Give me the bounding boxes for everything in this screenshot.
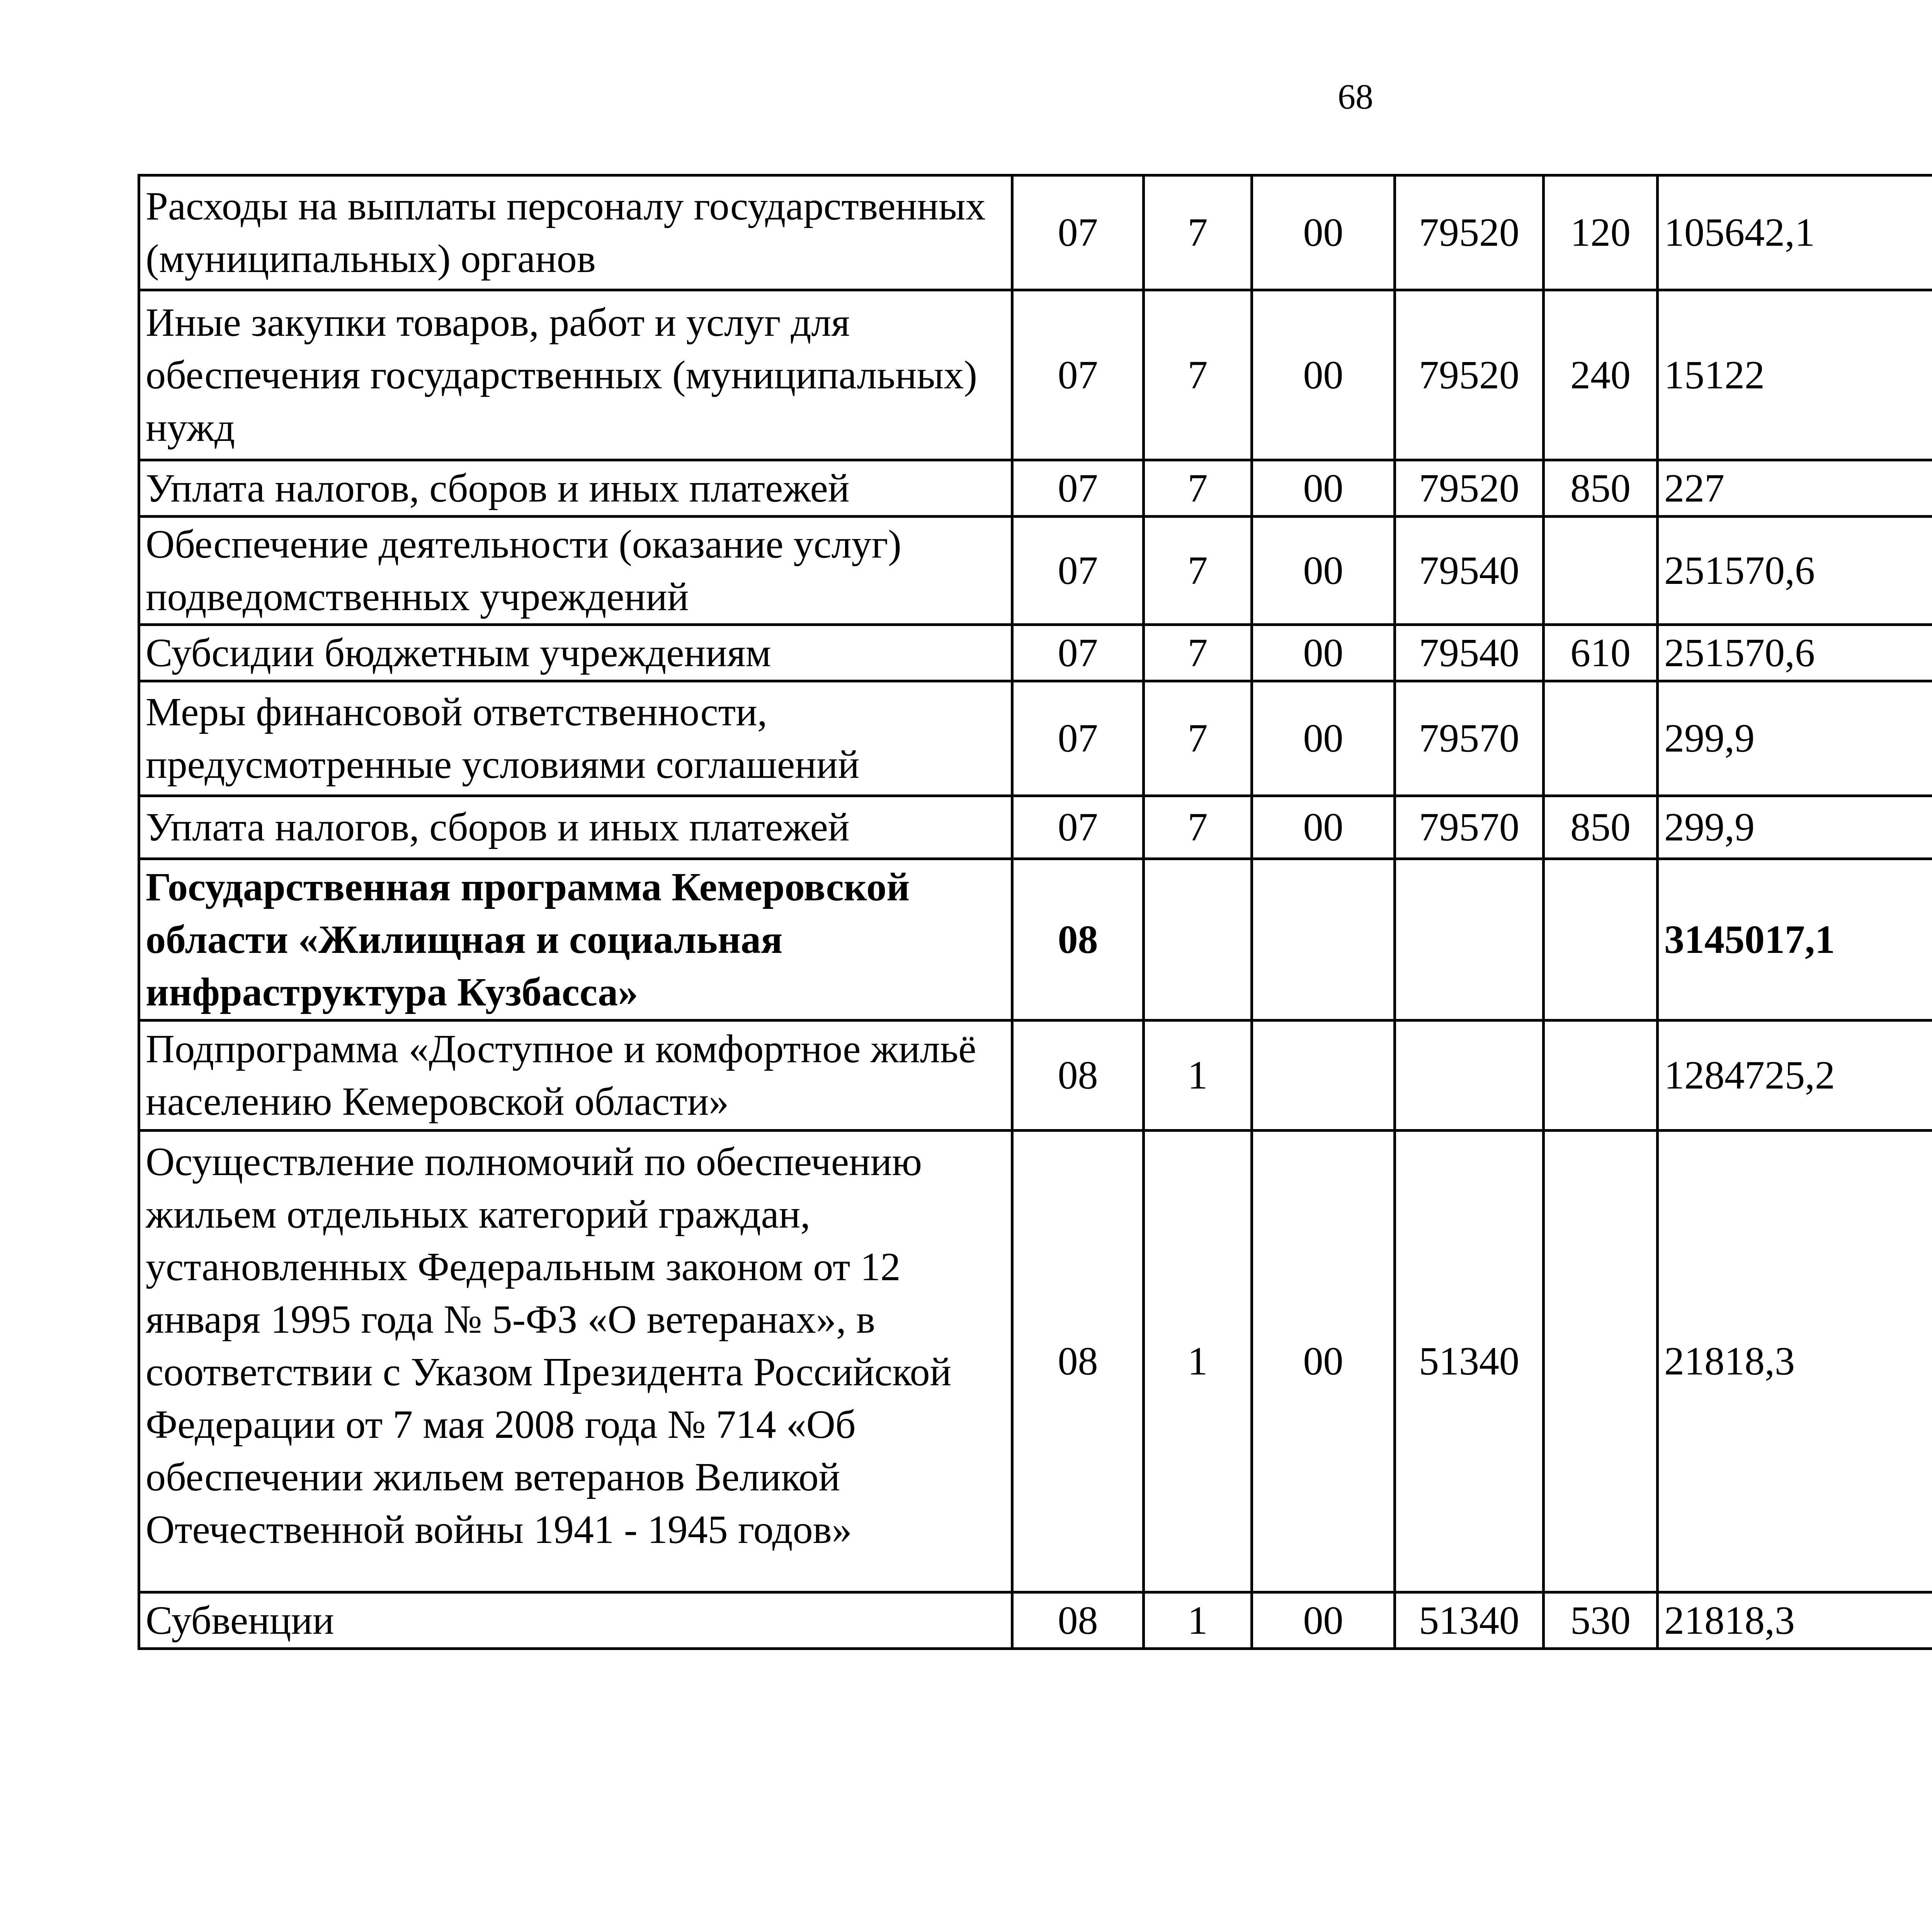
code-direction: 79570 xyxy=(1395,796,1544,859)
row-name: Обеспечение деятельности (оказание услуг) подведомственных учреждений xyxy=(139,517,1012,625)
table-row xyxy=(139,625,1932,681)
code-program: 07 xyxy=(1012,625,1144,681)
code-subprogram xyxy=(1144,859,1252,1021)
row-name: Меры финансовой ответственности, предусмотренные условиями соглашений xyxy=(139,681,1012,796)
code-expense-type xyxy=(1544,859,1658,1021)
code-main-activity: 00 xyxy=(1252,290,1395,460)
code-main-activity: 00 xyxy=(1252,796,1395,859)
code-program: 07 xyxy=(1012,460,1144,517)
amount-year-1: 299,9 xyxy=(1658,796,1932,859)
table-row xyxy=(139,517,1932,625)
table-row xyxy=(139,1592,1932,1649)
amount-year-1: 15122 xyxy=(1658,290,1932,460)
code-subprogram: 7 xyxy=(1144,290,1252,460)
code-subprogram: 7 xyxy=(1144,517,1252,625)
code-main-activity: 00 xyxy=(1252,517,1395,625)
row-name: Осуществление полномочий по обеспечению жильем отдельных категорий граждан, установленных Федеральным законом от 12 января 1995 года № 5-ФЗ «О ветеранах», в соответствии с Указом Президента Российской Федерации от 7 мая 2008 года № 714 «Об обеспечении жильем ветеранов Великой Отечественной войны 1941 - 1945 годов» xyxy=(139,1131,1012,1592)
code-subprogram: 7 xyxy=(1144,796,1252,859)
amount-year-1: 299,9 xyxy=(1658,681,1932,796)
row-name: Государственная программа Кемеровской области «Жилищная и социальная инфраструктура Кузбасса» xyxy=(139,859,1012,1021)
code-main-activity: 00 xyxy=(1252,175,1395,290)
code-main-activity xyxy=(1252,859,1395,1021)
code-direction: 79520 xyxy=(1395,290,1544,460)
code-main-activity: 00 xyxy=(1252,625,1395,681)
code-expense-type: 240 xyxy=(1544,290,1658,460)
code-subprogram: 7 xyxy=(1144,625,1252,681)
row-name: Субвенции xyxy=(139,1592,1012,1649)
row-name: Уплата налогов, сборов и иных платежей xyxy=(139,460,1012,517)
code-subprogram: 1 xyxy=(1144,1592,1252,1649)
amount-year-1: 105642,1 xyxy=(1658,175,1932,290)
code-direction: 51340 xyxy=(1395,1131,1544,1592)
table-row xyxy=(139,796,1932,859)
code-direction: 79520 xyxy=(1395,460,1544,517)
table-row xyxy=(139,460,1932,517)
code-main-activity xyxy=(1252,1021,1395,1131)
code-main-activity: 00 xyxy=(1252,460,1395,517)
amount-year-1: 227 xyxy=(1658,460,1932,517)
code-direction xyxy=(1395,1021,1544,1131)
row-name: Расходы на выплаты персоналу государственных (муниципальных) органов xyxy=(139,175,1012,290)
code-direction: 79540 xyxy=(1395,625,1544,681)
code-direction: 51340 xyxy=(1395,1592,1544,1649)
code-program: 08 xyxy=(1012,1131,1144,1592)
code-program: 07 xyxy=(1012,290,1144,460)
code-expense-type xyxy=(1544,1021,1658,1131)
code-subprogram: 7 xyxy=(1144,175,1252,290)
code-subprogram: 1 xyxy=(1144,1021,1252,1131)
budget-table xyxy=(138,174,1932,1650)
code-subprogram: 7 xyxy=(1144,681,1252,796)
row-name: Уплата налогов, сборов и иных платежей xyxy=(139,796,1012,859)
amount-year-1: 21818,3 xyxy=(1658,1592,1932,1649)
code-program: 07 xyxy=(1012,681,1144,796)
table-row xyxy=(139,290,1932,460)
amount-year-1: 251570,6 xyxy=(1658,625,1932,681)
table-row xyxy=(139,1021,1932,1131)
code-program: 08 xyxy=(1012,1021,1144,1131)
amount-year-1: 21818,3 xyxy=(1658,1131,1932,1592)
table-row xyxy=(139,1131,1932,1592)
amount-year-1: 251570,6 xyxy=(1658,517,1932,625)
code-direction xyxy=(1395,859,1544,1021)
row-name: Иные закупки товаров, работ и услуг для обеспечения государственных (муниципальных) нужд xyxy=(139,290,1012,460)
code-direction: 79570 xyxy=(1395,681,1544,796)
table-row xyxy=(139,681,1932,796)
amount-year-1: 3145017,1 xyxy=(1658,859,1932,1021)
code-expense-type: 850 xyxy=(1544,796,1658,859)
code-main-activity: 00 xyxy=(1252,681,1395,796)
code-program: 07 xyxy=(1012,796,1144,859)
code-subprogram: 7 xyxy=(1144,460,1252,517)
code-expense-type: 850 xyxy=(1544,460,1658,517)
amount-year-1: 1284725,2 xyxy=(1658,1021,1932,1131)
code-program: 07 xyxy=(1012,175,1144,290)
code-main-activity: 00 xyxy=(1252,1592,1395,1649)
code-subprogram: 1 xyxy=(1144,1131,1252,1592)
code-direction: 79540 xyxy=(1395,517,1544,625)
code-program: 08 xyxy=(1012,859,1144,1021)
code-direction: 79520 xyxy=(1395,175,1544,290)
row-name: Субсидии бюджетным учреждениям xyxy=(139,625,1012,681)
code-expense-type: 120 xyxy=(1544,175,1658,290)
code-program: 07 xyxy=(1012,517,1144,625)
code-expense-type xyxy=(1544,681,1658,796)
page-number: 68 xyxy=(1338,77,1373,116)
code-program: 08 xyxy=(1012,1592,1144,1649)
code-expense-type: 530 xyxy=(1544,1592,1658,1649)
row-name: Подпрограмма «Доступное и комфортное жильё населению Кемеровской области» xyxy=(139,1021,1012,1131)
code-expense-type xyxy=(1544,1131,1658,1592)
code-expense-type xyxy=(1544,517,1658,625)
code-expense-type: 610 xyxy=(1544,625,1658,681)
table-row xyxy=(139,175,1932,290)
code-main-activity: 00 xyxy=(1252,1131,1395,1592)
table-row xyxy=(139,859,1932,1021)
